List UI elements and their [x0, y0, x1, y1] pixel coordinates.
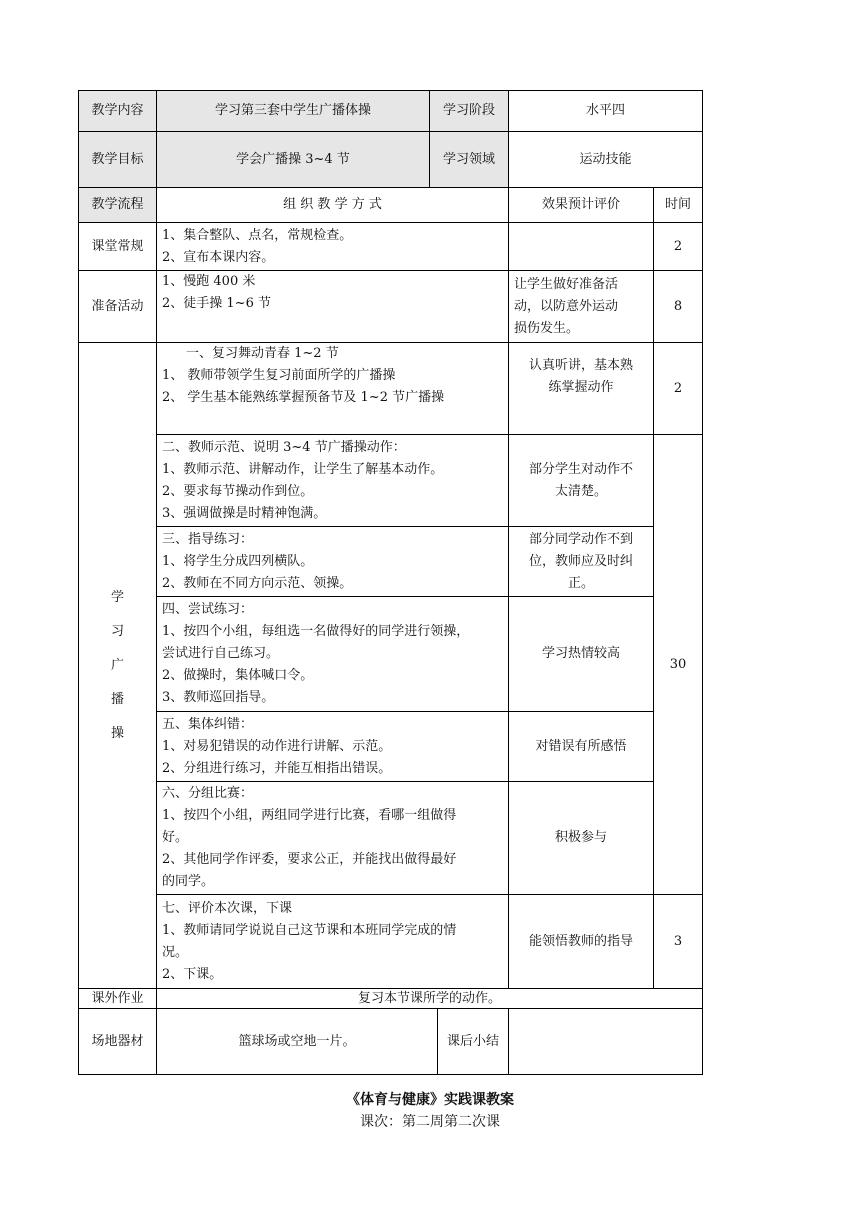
document-title: 《体育与健康》实践课教案 [346, 1092, 514, 1108]
group-time: 30 [654, 435, 703, 895]
eval-line: 损伤发生。 [514, 320, 580, 336]
row-goal [79, 132, 703, 188]
learn-label-char: 广 [110, 657, 124, 673]
text-line: 1、教师请同学说说自己这节课和本班同学完成的情 [162, 922, 457, 938]
row-warmup [79, 271, 703, 343]
routine-label: 课堂常规 [79, 223, 157, 271]
row-learn-s4 [79, 597, 703, 712]
eval-line: 积极参与 [555, 830, 608, 845]
eval-line: 能领悟教师的指导 [529, 933, 634, 949]
s1-eval [509, 343, 654, 435]
row-content [79, 91, 703, 132]
text-line: 1、按四个小组，两组同学进行比赛，看哪一组做得 [162, 808, 457, 823]
s1-time: 2 [654, 343, 703, 435]
eval-line: 认真听讲，基本熟 [529, 358, 634, 373]
text-line: 3、教师巡回指导。 [162, 690, 275, 705]
eval-line: 正。 [568, 575, 595, 591]
method-label: 组 织 教 学 方 式 [157, 188, 509, 223]
text-line: 尝试进行自己练习。 [162, 646, 280, 661]
eval-line: 对错误有所感悟 [535, 738, 627, 754]
stage-label: 学习阶段 [430, 91, 509, 132]
text-line: 2、做操时，集体喊口令。 [162, 668, 314, 683]
row-learn-s2 [79, 435, 703, 527]
time-label: 时间 [654, 188, 703, 223]
s4-content [157, 597, 509, 712]
text-line: 2、 学生基本能熟练掌握预备节及 1~2 节广播操 [162, 390, 445, 405]
document-subtitle: 课次：第二周第二次课 [360, 1114, 500, 1130]
row-learn-s5 [79, 712, 703, 782]
warmup-eval [509, 271, 654, 343]
text-line: 1、将学生分成四列横队。 [162, 553, 314, 569]
row-flow-header [79, 188, 703, 223]
homework-label: 课外作业 [79, 989, 157, 1009]
text-line: 2、徒手操 1~6 节 [162, 296, 271, 311]
text-line: 1、对易犯错误的动作进行讲解、示范。 [162, 738, 392, 754]
s7-eval [509, 895, 654, 989]
row-homework [79, 989, 703, 1009]
summary-value [509, 1009, 703, 1075]
text-line: 2、分组进行练习，并能互相指出错误。 [162, 760, 392, 776]
section-title: 七、评价本次课，下课 [162, 900, 293, 916]
section-title: 一、复习舞动青春 1~2 节 [186, 346, 339, 361]
text-line: 2、教师在不同方向示范、领操。 [162, 575, 353, 591]
section-title: 五、集体纠错： [162, 716, 254, 732]
learn-label-char: 习 [110, 623, 124, 639]
warmup-time: 8 [654, 271, 703, 343]
eval-line: 位，教师应及时纠 [529, 553, 634, 569]
text-line: 2、其他同学作评委，要求公正，并能找出做得最好 [162, 852, 457, 867]
eval-line: 让学生做好准备活 [514, 276, 619, 292]
venue-label: 场地器材 [79, 1009, 157, 1075]
section-title: 六、分组比赛： [162, 786, 254, 801]
learn-label-char: 学 [110, 589, 124, 605]
s3-content [157, 527, 509, 597]
goal-value: 学会广播操 3~4 节 [157, 132, 430, 188]
routine-time: 2 [654, 223, 703, 271]
summary-label: 课后小结 [438, 1009, 509, 1075]
s6-eval [509, 782, 654, 895]
row-learn-s6 [79, 782, 703, 895]
warmup-label: 准备活动 [79, 271, 157, 343]
routine-lines [157, 223, 509, 271]
text-line: 1、教师示范、讲解动作，让学生了解基本动作。 [162, 461, 444, 477]
eval-line: 动，以防意外运动 [514, 298, 619, 314]
s1-content [157, 343, 509, 435]
row-learn-s3 [79, 527, 703, 597]
eval-line: 练掌握动作 [548, 380, 614, 395]
row-routine [79, 223, 703, 271]
learn-label-char: 播 [110, 691, 124, 707]
s4-eval [509, 597, 654, 712]
eval-line: 部分同学动作不到 [529, 531, 634, 547]
s5-content [157, 712, 509, 782]
text-line: 3、强调做操是时精神饱满。 [162, 505, 327, 521]
venue-value: 篮球场或空地一片。 [157, 1009, 438, 1075]
warmup-lines [157, 271, 509, 343]
section-title: 三、指导练习： [162, 531, 254, 547]
s6-content [157, 782, 509, 895]
learn-label-char: 操 [110, 725, 124, 741]
s7-content [157, 895, 509, 989]
content-value: 学习第三套中学生广播体操 [157, 91, 430, 132]
text-line: 1、 教师带领学生复习前面所学的广播操 [162, 368, 396, 383]
text-line: 2、宣布本课内容。 [162, 249, 275, 265]
section-title: 二、教师示范、说明 3~4 节广播操动作： [162, 439, 406, 455]
stage-value: 水平四 [509, 91, 703, 132]
text-line: 好。 [162, 830, 189, 845]
text-line: 2、要求每节操动作到位。 [162, 483, 314, 499]
text-line: 1、集合整队、点名，常规检查。 [162, 227, 353, 243]
section-title: 四、尝试练习： [162, 602, 254, 617]
goal-label: 教学目标 [79, 132, 157, 188]
text-line: 的同学。 [162, 874, 215, 889]
content-label: 教学内容 [79, 91, 157, 132]
eval-line: 太清楚。 [555, 483, 608, 499]
eval-line: 学习热情较高 [542, 646, 621, 661]
s2-content [157, 435, 509, 527]
text-line: 1、慢跑 400 米 [162, 274, 256, 289]
s7-time: 3 [654, 895, 703, 989]
text-line: 况。 [162, 944, 189, 960]
s2-eval [509, 435, 654, 527]
row-venue [79, 1009, 703, 1075]
text-line: 2、下课。 [162, 966, 223, 982]
learn-label [79, 343, 157, 989]
text-line: 1、按四个小组，每组选一名做得好的同学进行领操， [162, 624, 470, 639]
row-learn-s7 [79, 895, 703, 989]
domain-label: 学习领域 [430, 132, 509, 188]
domain-value: 运动技能 [509, 132, 703, 188]
eval-label: 效果预计评价 [509, 188, 654, 223]
s3-eval [509, 527, 654, 597]
row-learn-s1 [79, 343, 703, 435]
homework-value: 复习本节课所学的动作。 [157, 989, 703, 1009]
s5-eval [509, 712, 654, 782]
lesson-plan-table [78, 90, 703, 1075]
flow-label: 教学流程 [79, 188, 157, 223]
eval-line: 部分学生对动作不 [529, 461, 634, 477]
routine-eval [509, 223, 654, 271]
